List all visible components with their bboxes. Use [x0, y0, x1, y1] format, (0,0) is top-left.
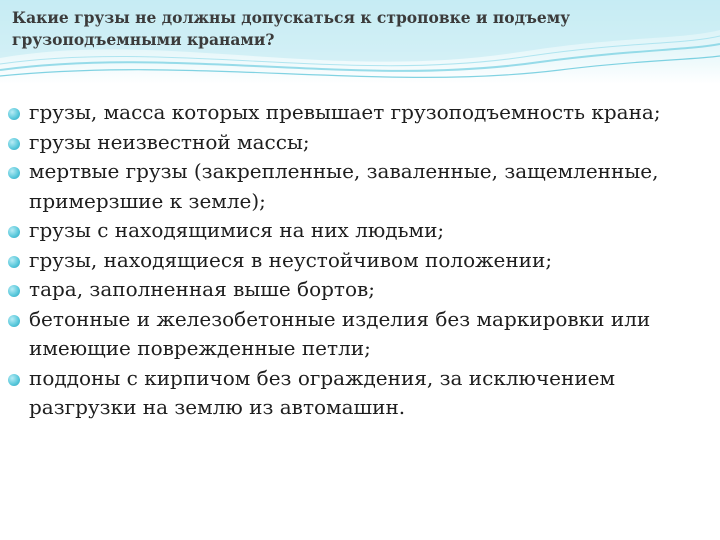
list-item — [8, 157, 708, 216]
list-item-text: грузы, масса которых превышает грузоподъемность крана; — [29, 100, 661, 124]
list-item-text: грузы с находящимися на них людьми; — [29, 218, 445, 242]
list-item-text: грузы, находящиеся в неустойчивом положении; — [29, 247, 553, 272]
slide-title: Какие грузы не должны допускаться к строповке и подъему грузоподъемными кранами? — [12, 8, 571, 49]
list-item — [8, 216, 708, 246]
list-item-text: бетонные и железобетонные изделия без маркировки или имеющие поврежденные петли; — [29, 306, 651, 360]
circle-bullet-icon — [8, 138, 20, 150]
circle-bullet-icon — [8, 285, 20, 297]
circle-bullet-icon — [8, 374, 20, 386]
bullet-list — [8, 98, 708, 423]
list-item-text: поддоны с кирпичом без ограждения, за исключением разгрузки на землю из автомашин. — [29, 365, 616, 419]
circle-bullet-icon — [8, 108, 20, 120]
list-item — [8, 364, 708, 423]
list-item — [8, 128, 708, 158]
list-item-text: грузы неизвестной массы; — [29, 129, 310, 154]
list-item — [8, 275, 708, 305]
circle-bullet-icon — [8, 315, 20, 327]
circle-bullet-icon — [8, 226, 20, 238]
list-item-text: мертвые грузы (закрепленные, заваленные, защемленные, примерзшие к земле); — [29, 159, 659, 213]
list-item — [8, 305, 708, 364]
list-item — [8, 98, 708, 128]
list-item-text: тара, заполненная выше бортов; — [29, 277, 376, 301]
circle-bullet-icon — [8, 167, 20, 179]
list-item — [8, 246, 708, 276]
circle-bullet-icon — [8, 256, 20, 268]
